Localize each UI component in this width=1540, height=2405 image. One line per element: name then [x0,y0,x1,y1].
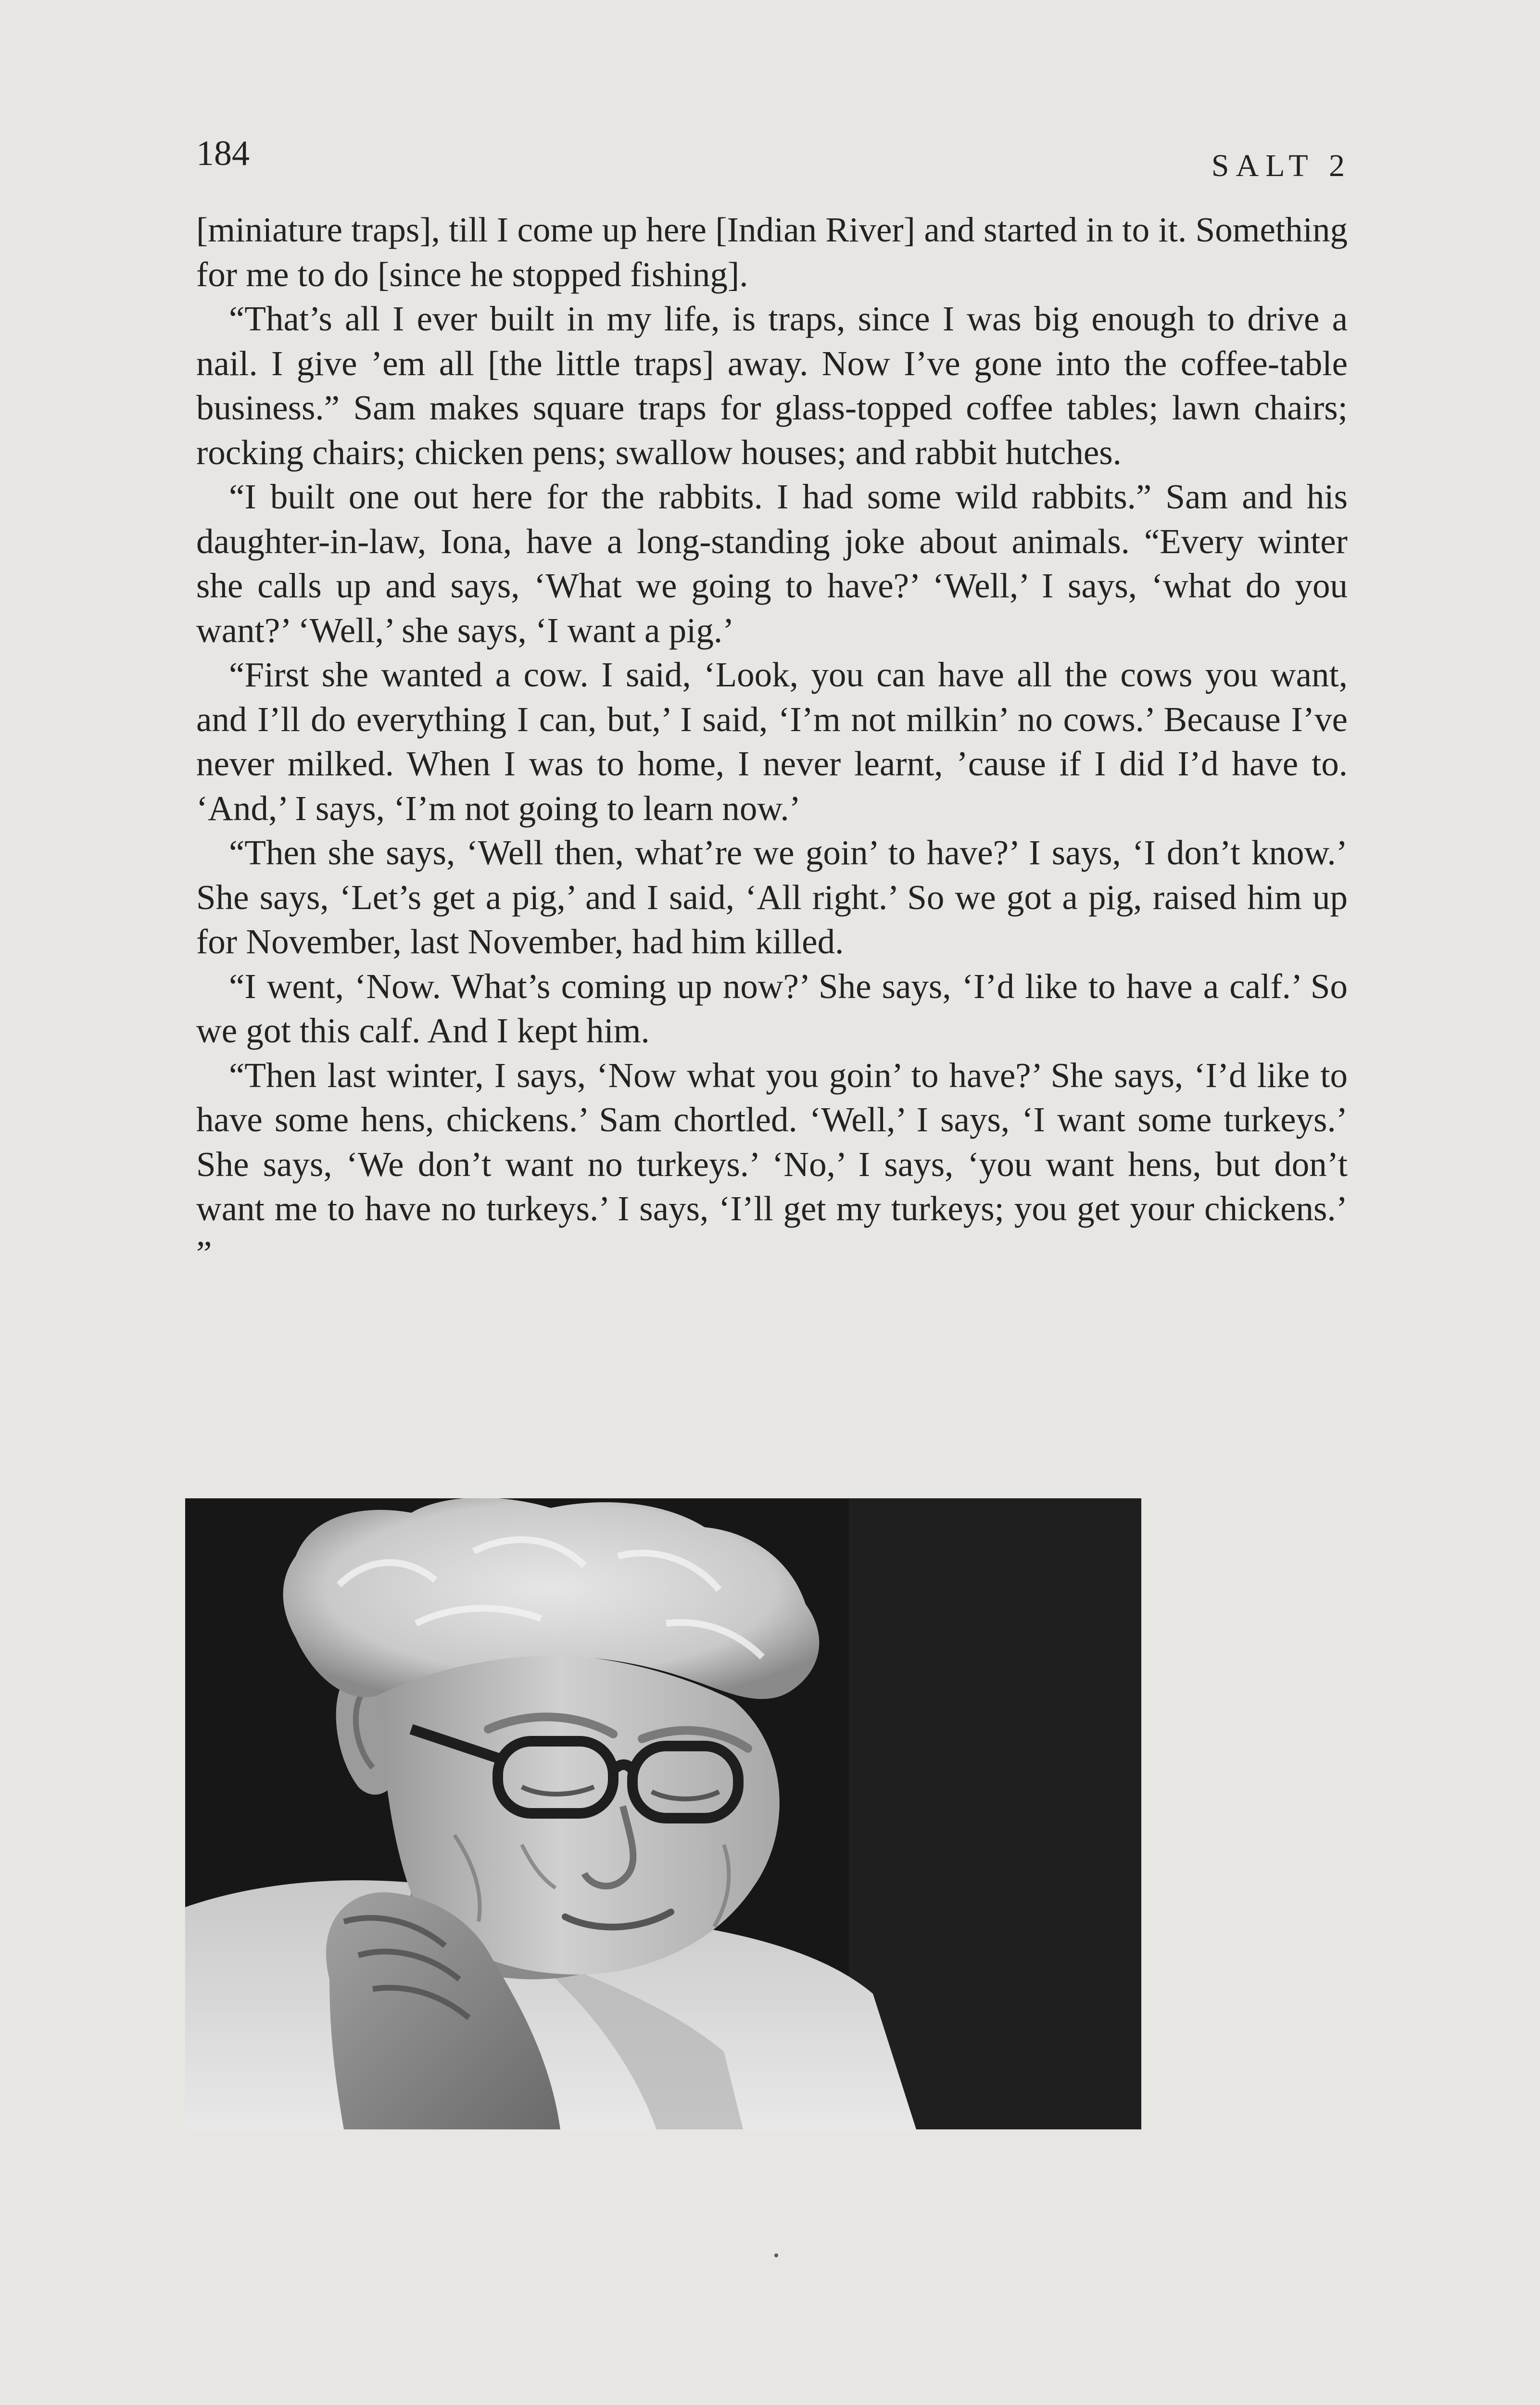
paragraph-1: [miniature traps], till I come up here [Indian River] and started in to it. Something for me to do [since he stopped fishing]. [196,210,1348,294]
running-head: SALT 2 [1211,148,1351,183]
paragraph-2: “That’s all I ever built in my life, is traps, since I was big enough to drive a nail. I give ’em all [the little traps] away. Now I’ve gone into the coffee-table business.” Sam makes square traps for glass-topped coffee tables; lawn chairs; rocking chairs; chicken pens; swallow houses; and rabbit hutches. [196,299,1348,472]
paragraph-4: “First she wanted a cow. I said, ‘Look, you can have all the cows you want, and I’ll do everything I can, but,’ I said, ‘I’m not milkin’ no cows.’ Because I’ve never milked. When I was to home, I never learnt, ’cause if I did I’d have to. ‘And,’ I says, ‘I’m not going to learn now.’ [196,655,1348,828]
body-text [196,208,1348,1276]
portrait-photo [185,1498,1141,2129]
stray-dot [774,2253,778,2257]
paragraph-7: “Then last winter, I says, ‘Now what you goin’ to have?’ She says, ‘I’d like to have some hens, chickens.’ Sam chortled. ‘Well,’ I says, ‘I want some turkeys.’ She says, ‘We don’t want no turkeys.’ ‘No,’ I says, ‘you want hens, but don’t want me to have no turkeys.’ I says, ‘I’ll get my turkeys; you get your chickens.’ ” [196,1055,1348,1273]
page-number: 184 [196,134,250,173]
paragraph-5: “Then she says, ‘Well then, what’re we goin’ to have?’ I says, ‘I don’t know.’ She says, ‘Let’s get a pig,’ and I said, ‘All right.’ So we got a pig, raised him up for November, last November, had him killed. [196,833,1348,961]
paragraph-3: “I built one out here for the rabbits. I had some wild rabbits.” Sam and his daughter-in-law, Iona, have a long-standing joke about animals. “Every winter she calls up and says, ‘What we going to have?’ ‘Well,’ I says, ‘what do you want?’ ‘Well,’ she says, ‘I want a pig.’ [196,477,1348,650]
paragraph-6: “I went, ‘Now. What’s coming up now?’ She says, ‘I’d like to have a calf.’ So we got this calf. And I kept him. [196,966,1348,1050]
